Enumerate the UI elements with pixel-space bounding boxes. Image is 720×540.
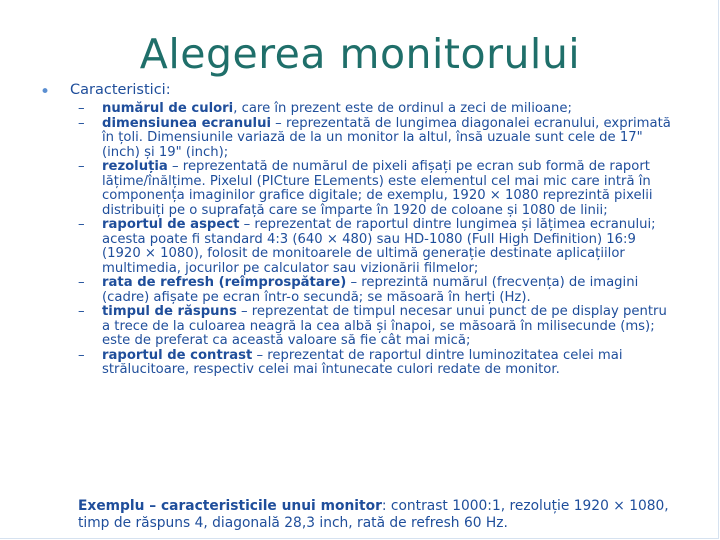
item-term: rezoluția [102,159,168,174]
example-text: : contrast 1000:1, rezoluție 1920 × 1080, timp de răspuns 4, diagonală 28,3 inch, rată de refresh 60 Hz. [78,498,669,531]
list-item [78,305,678,349]
bullet-marker: • [40,82,51,102]
item-term: numărul de culori [102,101,234,116]
example-term: Exemplu – caracteristicile unui monitor [78,498,382,514]
item-text: – reprezintă numărul (frecvența) de imagini (cadre) afișate pe ecran într-o secundă; se măsoară în herți (Hz). [102,275,639,305]
item-text: – reprezentat de timpul necesar unui punct de pe display pentru a trece de la culoarea neagră la cea albă și înapoi, se măsoară în milisecunde (ms); este de preferat ca această valoare să fie cât mai mică; [102,304,667,348]
dash-marker: – [78,347,85,363]
list-item [78,349,678,378]
item-text: , care în prezent este de ordinul a zeci de milioane; [233,101,572,116]
list-item [78,218,678,276]
characteristics-list [78,102,678,378]
item-term: rata de refresh (reîmprospătare) [102,275,347,290]
example-paragraph [78,498,688,532]
dash-marker: – [78,304,85,319]
item-text: – reprezentat de raportul dintre lungimea și lățimea ecranului; acesta poate fi standard 4:3 (640 × 480) sau HD-1080 (Full High Definition) 16:9 (1920 × 1080), folosit de monitoarele de ultimă generație destinate aplicațiilor multimedia, jocurilor pe calculator sau vizionării filmelor; [102,217,656,276]
item-term: raportul de aspect [102,217,240,232]
dash-marker: – [78,101,85,116]
dash-marker: – [78,115,85,131]
item-text: – reprezentată de lungimea diagonalei ecranului, exprimată în țoli. Dimensiunile variază de la un monitor la altul, însă uzuale sunt cele de 17" (inch) și 19" (inch); [102,115,671,160]
list-item [78,160,678,218]
item-text: – reprezentată de numărul de pixeli afișați pe ecran sub formă de raport lățime/înălțime. Pixelul (PICture ELements) este elementul cel mai mic care intră în componența imaginilor grafice digitale; de exemplu, 1920 × 1080 reprezintă pixelii distribuiți pe o suprafață care se împarte în 1920 de coloane și 1080 de linii; [102,159,653,218]
dash-marker: – [78,217,85,232]
item-term: timpul de răspuns [102,304,237,319]
list-item [78,117,678,161]
dash-marker: – [78,275,85,290]
item-text: – reprezentat de raportul dintre luminozitatea celei mai strălucitoare, respectiv celei mai întunecate culori redate de monitor. [102,347,623,377]
slide-title: Alegerea monitorului [139,30,581,78]
item-term: raportul de contrast [102,347,253,363]
item-term: dimensiunea ecranului [102,115,271,131]
bullet-heading: Caracteristici: [70,82,171,98]
list-item [78,276,678,305]
dash-marker: – [78,159,85,174]
list-item [78,102,678,117]
